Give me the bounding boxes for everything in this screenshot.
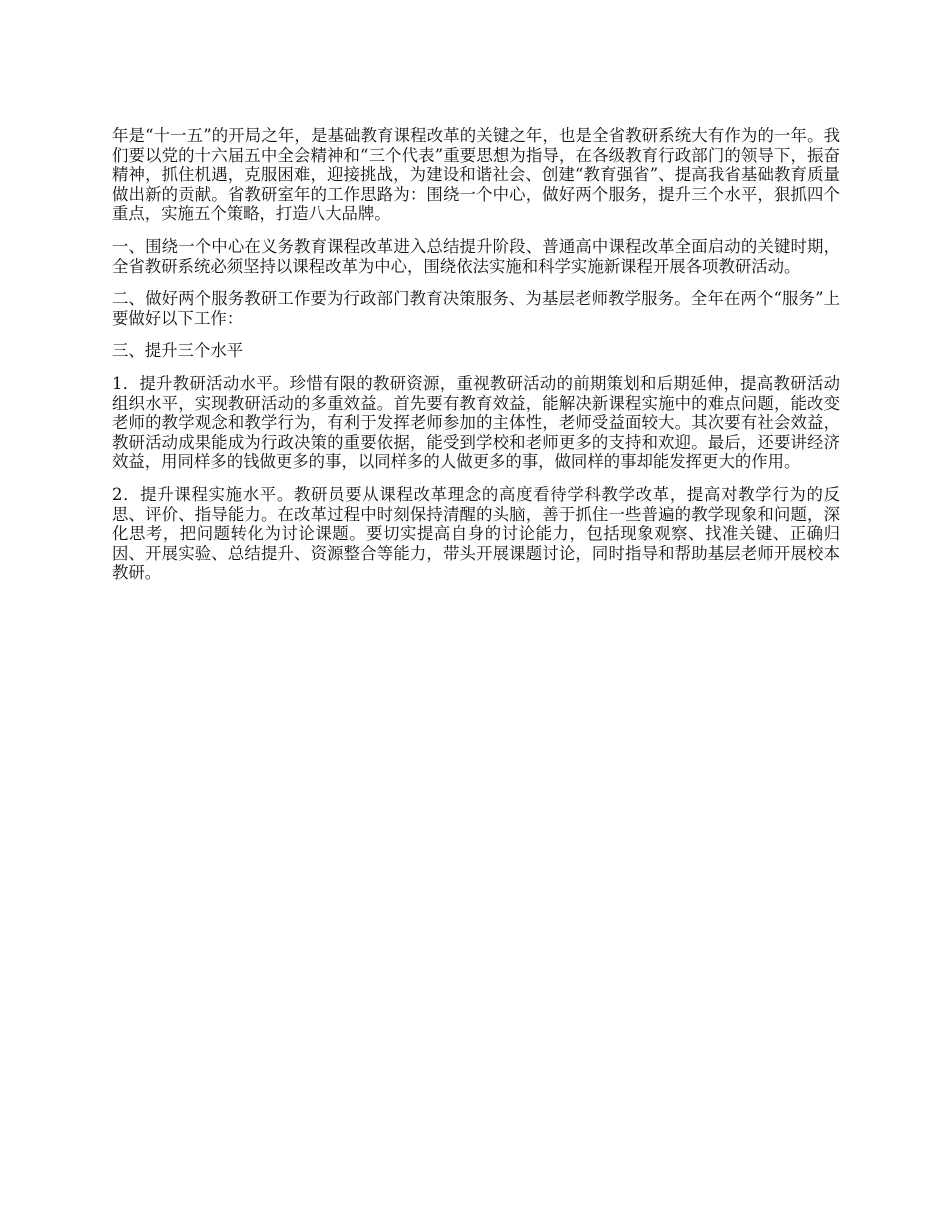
paragraph-item-one: 1．提升教研活动水平。珍惜有限的教研资源，重视教研活动的前期策划和后期延伸，提高教研活动组织水平，实现教研活动的多重效益。首先要有教育效益，能解决新课程实施中的难点问题，能改变老师的教学观念和教学行为，有利于发挥老师参加的主体性，老师受益面较大。其次要有社会效益，教研活动成果能成为行政决策的重要依据，能受到学校和老师更多的支持和欢迎。最后，还要讲经济效益，用同样多的钱做更多的事，以同样多的人做更多的事，做同样的事却能发挥更大的作用。 [112,373,840,472]
paragraph-intro: 年是“十一五”的开局之年，是基础教育课程改革的关键之年，也是全省教研系统大有作为的一年。我们要以党的十六届五中全会精神和“三个代表”重要思想为指导，在各级教育行政部门的领导下，振奋精神，抓住机遇，克服困难，迎接挑战，为建设和谐社会、创建“教育强省”、提高我省基础教育质量做出新的贡献。省教研室年的工作思路为：围绕一个中心，做好两个服务，提升三个水平，狠抓四个重点，实施五个策略，打造八大品牌。 [112,126,840,224]
document-body [112,126,840,596]
paragraph-section-two: 二、做好两个服务教研工作要为行政部门教育决策服务、为基层老师教学服务。全年在两个“服务”上要做好以下工作： [112,289,840,328]
paragraph-item-two: 2．提升课程实施水平。教研员要从课程改革理念的高度看待学科教学改革，提高对教学行为的反思、评价、指导能力。在改革过程中时刻保持清醒的头脑，善于抓住一些普遍的教学现象和问题，深化思考，把问题转化为讨论课题。要切实提高自身的讨论能力，包括现象观察、找准关键、正确归因、开展实验、总结提升、资源整合等能力，带头开展课题讨论，同时指导和帮助基层老师开展校本教研。 [112,484,840,583]
paragraph-section-three-heading: 三、提升三个水平 [112,341,244,361]
paragraph-section-one: 一、围绕一个中心在义务教育课程改革进入总结提升阶段、普通高中课程改革全面启动的关键时期，全省教研系统必须坚持以课程改革为中心，围绕依法实施和科学实施新课程开展各项教研活动。 [112,236,840,276]
